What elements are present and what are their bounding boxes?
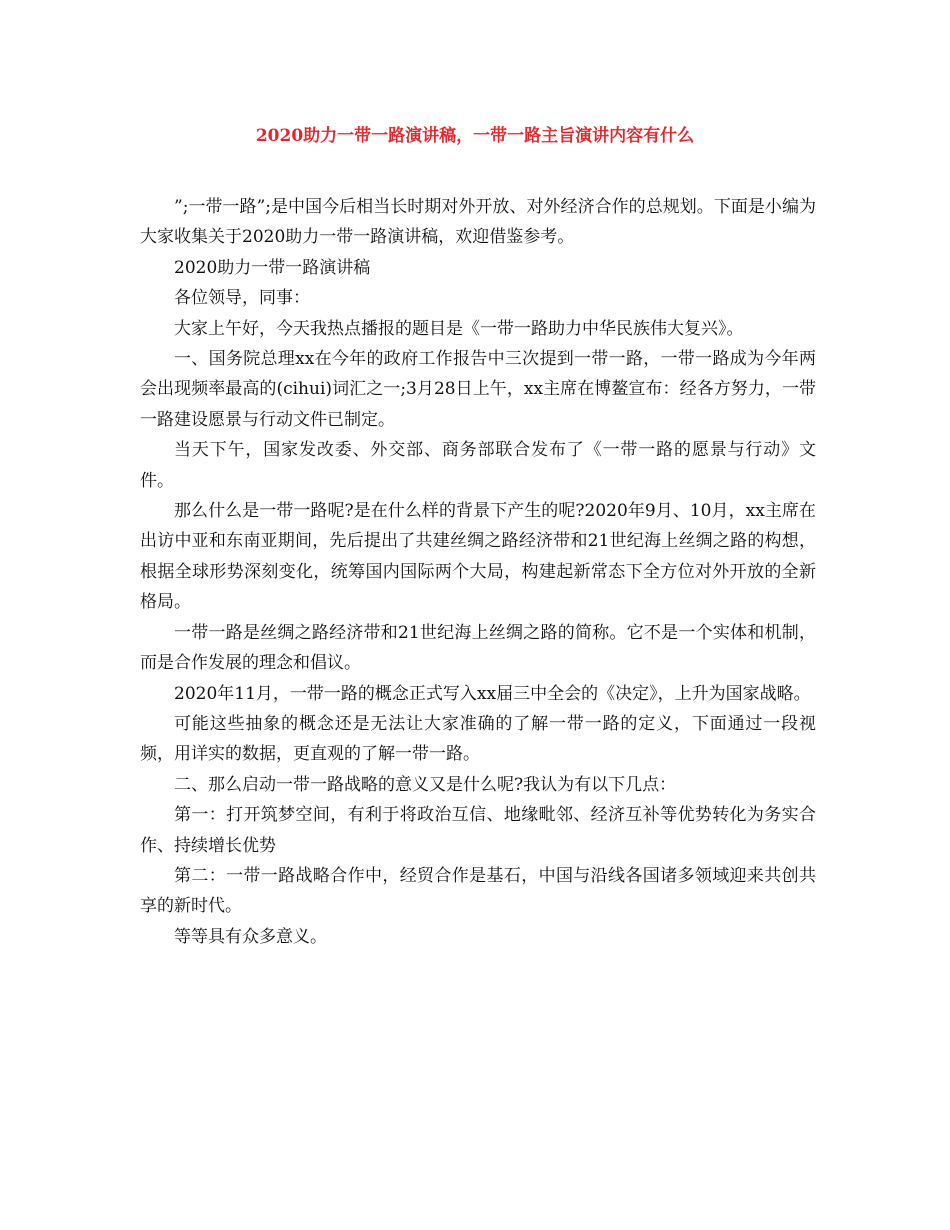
paragraph-national-strategy: 2020年11月，一带一路的概念正式写入xx届三中全会的《决定》，上升为国家战略。 xyxy=(174,683,811,704)
paragraph-salutation: 各位领导，同事： xyxy=(174,288,310,309)
paragraph-section-one: 一、国务院总理xx在今年的政府工作报告中三次提到一带一路，一带一路成为今年两会出现频率最高的(cihui)词汇之一;3月28日上午，xx主席在博鳌宣布：经各方努力，一带一路建设愿景与行动文件已制定。 xyxy=(140,349,816,430)
paragraph-background: 那么什么是一带一路呢?是在什么样的背景下产生的呢?2020年9月、10月，xx主席在出访中亚和东南亚期间，先后提出了共建丝绸之路经济带和21世纪海上丝绸之路的构想，根据全球形势深刻变化，统筹国内国际两个大局，构建起新常态下全方位对外开放的全新格局。 xyxy=(140,501,816,613)
document-body xyxy=(140,192,816,952)
paragraph-point-one: 第一：打开筑梦空间，有利于将政治互信、地缘毗邻、经济互补等优势转化为务实合作、持续增长优势 xyxy=(140,805,816,856)
paragraph-greeting: 大家上午好，今天我热点播报的题目是《一带一路助力中华民族伟大复兴》。 xyxy=(174,318,744,339)
paragraph-intro: ”;一带一路”;是中国今后相当长时期对外开放、对外经济合作的总规划。下面是小编为大家收集关于2020助力一带一路演讲稿，欢迎借鉴参考。 xyxy=(140,197,816,248)
paragraph-closing: 等等具有众多意义。 xyxy=(174,926,327,947)
paragraph-afternoon: 当天下午，国家发改委、外交部、商务部联合发布了《一带一路的愿景与行动》文件。 xyxy=(140,440,816,491)
paragraph-video: 可能这些抽象的概念还是无法让大家准确的了解一带一路的定义，下面通过一段视频，用详实的数据，更直观的了解一带一路。 xyxy=(140,713,816,765)
paragraph-definition: 一带一路是丝绸之路经济带和21世纪海上丝绸之路的简称。它不是一个实体和机制，而是合作发展的理念和倡议。 xyxy=(140,622,816,674)
paragraph-section-two: 二、那么启动一带一路战略的意义又是什么呢?我认为有以下几点： xyxy=(174,774,677,795)
paragraph-speech-title: 2020助力一带一路演讲稿 xyxy=(174,257,371,278)
paragraph-point-two: 第二：一带一路战略合作中，经贸合作是基石，中国与沿线各国诸多领域迎来共创共享的新时代。 xyxy=(140,865,816,917)
document-title: 2020助力一带一路演讲稿，一带一路主旨演讲内容有什么 xyxy=(255,126,695,146)
